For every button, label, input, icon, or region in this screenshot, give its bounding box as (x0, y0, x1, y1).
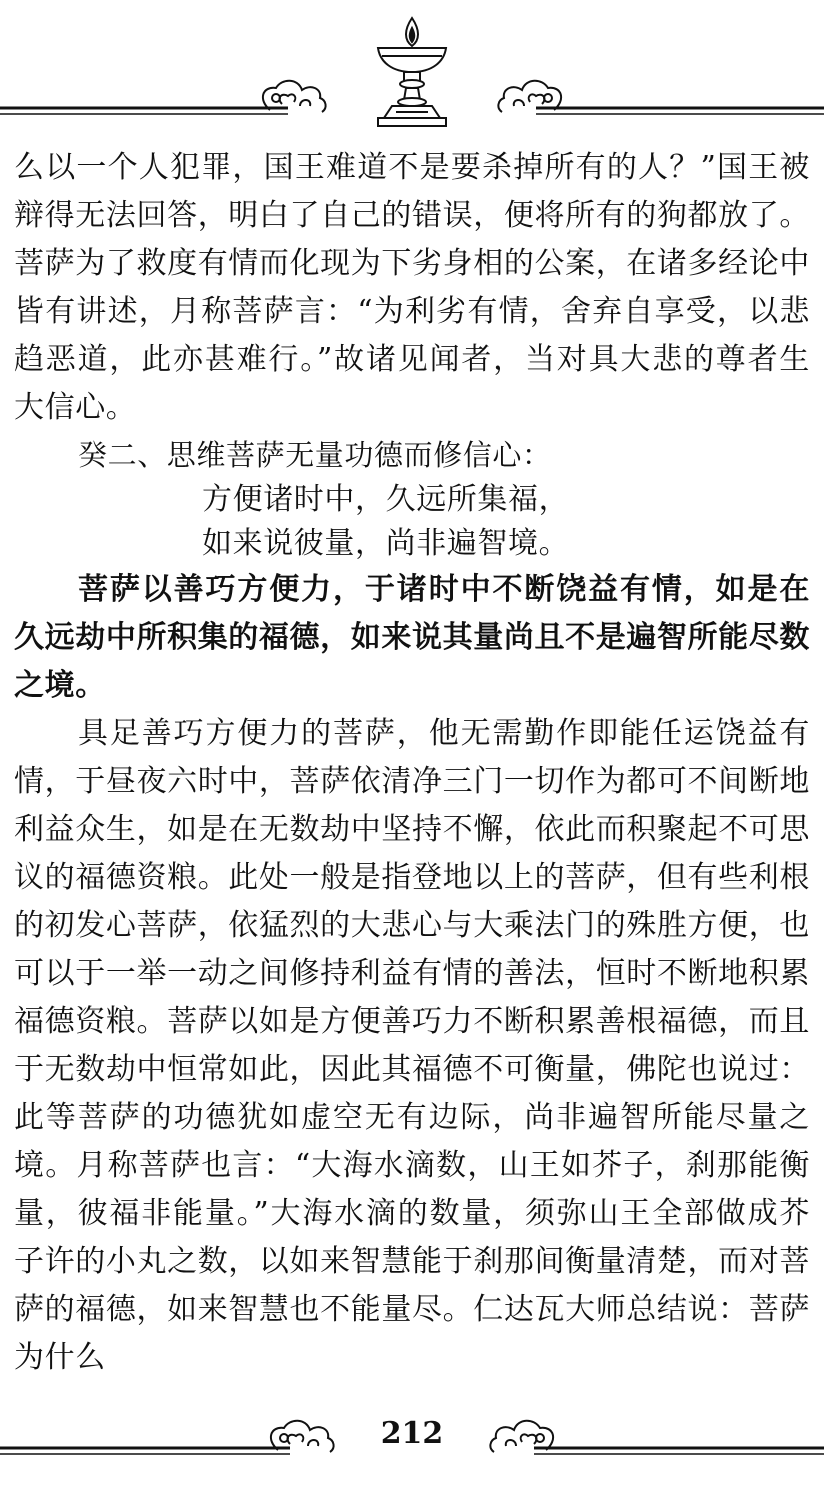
paragraph-commentary-bold: 菩萨以善巧方便力，于诸时中不断饶益有情，如是在久远劫中所积集的福德，如来说其量尚且不是遍智所能尽数之境。 (14, 572, 810, 703)
header-ornament (0, 0, 824, 140)
verse-line-1: 方便诸时中，久远所集福， (202, 482, 570, 517)
paragraph-3: 具足善巧方便力的菩萨，他无需勤作即能任运饶益有情，于昼夜六时中，菩萨依清净三门一切作为都可不间断地利益众生，如是在无数劫中坚持不懈，依此而积聚起不可思议的福德资粮。此处一般是指登地以上的菩萨，但有些利根的初发心菩萨，依猛烈的大悲心与大乘法门的殊胜方便，也可以于一举一动之间修持利益有情的善法，恒时不断地积累福德资粮。菩萨以如是方便善巧力不断积累善根福德，而且于无数劫中恒常如此，因此其福德不可衡量，佛陀也说过：此等菩萨的功德犹如虚空无有边际，尚非遍智所能尽量之境。月称菩萨也言：“大海水滴数，山王如芥子，刹那能衡量，彼福非能量。”大海水滴的数量，须弥山王全部做成芥子许的小丸之数，以如来智慧能于刹那间衡量清楚，而对菩萨的福德，如来智慧也不能量尽。仁达瓦大师总结说：菩萨为什么 (14, 716, 810, 1375)
section-heading: 癸二、思维菩萨无量功德而修信心： (78, 438, 552, 472)
page-text (14, 144, 810, 1382)
paragraph-1: 么以一个人犯罪，国王难道不是要杀掉所有的人？”国王被辩得无法回答，明白了自己的错误，便将所有的狗都放了。菩萨为了救度有情而化现为下劣身相的公案，在诸多经论中皆有讲述，月称菩萨言：“为利劣有情，舍弃自享受，以悲趋恶道，此亦甚难行。”故诸见闻者，当对具大悲的尊者生大信心。 (14, 150, 810, 425)
page-number: 212 (380, 1416, 444, 1451)
butter-lamp-icon (378, 18, 446, 126)
verse-line-2: 如来说彼量，尚非遍智境。 (202, 526, 570, 561)
